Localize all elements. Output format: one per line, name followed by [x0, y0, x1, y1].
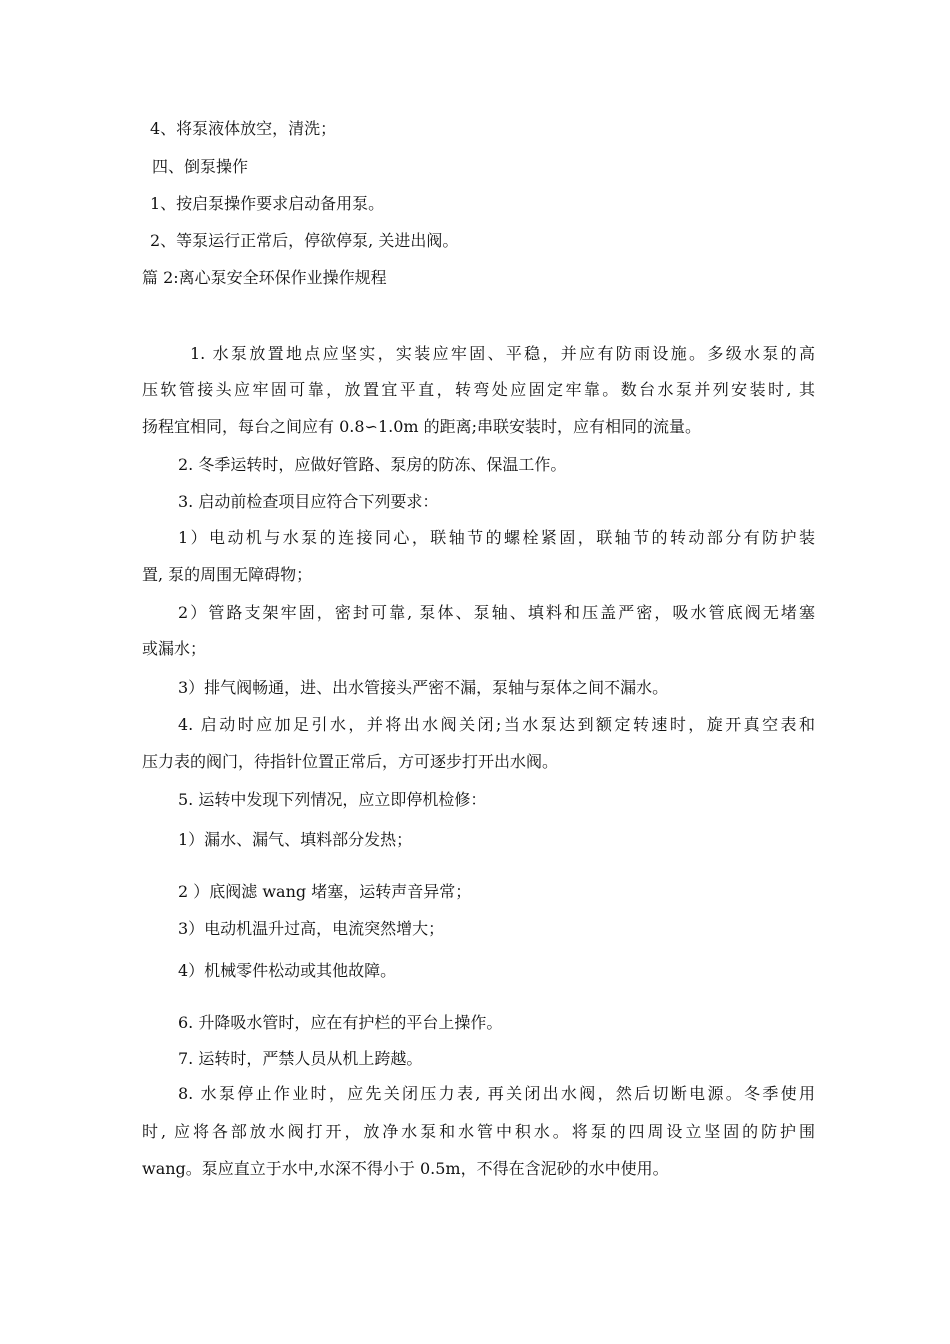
paragraph-3: 3. 启动前检查项目应符合下列要求： — [178, 492, 439, 511]
text-line-1: 4、将泵液体放空，清洗； — [150, 119, 337, 138]
section-heading-pump-switch: 四、倒泵操作 — [152, 157, 249, 176]
paragraph-4-line-1: 4. 启动时应加足引水，并将出水阀关闭;当水泵达到额定转速时，旋开真空表和 — [178, 715, 815, 734]
text-line-4: 2、等泵运行正常后，停欲停泵, 关进出阀。 — [150, 231, 459, 250]
paragraph-7: 7. 运转时，严禁人员从机上跨越。 — [178, 1049, 423, 1068]
item-3-2-line-2: 或漏水； — [142, 639, 207, 658]
chapter-title: 篇 2:离心泵安全环保作业操作规程 — [142, 268, 387, 287]
item-3-1-line-1: 1）电动机与水泵的连接同心，联轴节的螺栓紧固，联轴节的转动部分有防护装 — [178, 528, 815, 547]
item-3-2-line-1: 2）管路支架牢固，密封可靠, 泵体、泵轴、填料和压盖严密，吸水管底阀无堵塞 — [178, 603, 815, 622]
item-5-2: 2 ）底阀滤 wang 堵塞，运转声音异常； — [178, 882, 472, 901]
paragraph-1-line-3: 扬程宜相同，每台之间应有 0.8∽1.0m 的距离;串联安装时，应有相同的流量。 — [142, 417, 702, 436]
paragraph-6: 6. 升降吸水管时，应在有护栏的平台上操作。 — [178, 1013, 503, 1032]
paragraph-1-line-2: 压软管接头应牢固可靠，放置宜平直，转弯处应固定牢靠。数台水泵并列安装时, 其 — [142, 380, 815, 399]
paragraph-5: 5. 运转中发现下列情况，应立即停机检修： — [178, 790, 487, 809]
item-3-1-line-2: 置, 泵的周围无障碍物； — [142, 565, 313, 584]
item-5-4: 4）机械零件松动或其他故障。 — [178, 961, 397, 980]
text-line-3: 1、按启泵操作要求启动备用泵。 — [150, 194, 385, 213]
paragraph-1-line-1: 1. 水泵放置地点应坚实，实装应牢固、平稳，并应有防雨设施。多级水泵的高 — [190, 344, 815, 363]
paragraph-8-line-3: wang。泵应直立于水中,水深不得小于 0.5m，不得在含泥砂的水中使用。 — [142, 1159, 669, 1178]
paragraph-8-line-1: 8. 水泵停止作业时，应先关闭压力表, 再关闭出水阀，然后切断电源。冬季使用 — [178, 1084, 815, 1103]
paragraph-8-line-2: 时, 应将各部放水阀打开，放净水泵和水管中积水。将泵的四周设立坚固的防护围 — [142, 1122, 815, 1141]
item-5-1: 1）漏水、漏气、填料部分发热； — [178, 830, 413, 849]
item-5-3: 3）电动机温升过高，电流突然增大； — [178, 919, 445, 938]
item-3-3: 3）排气阀畅通，进、出水管接头严密不漏，泵轴与泵体之间不漏水。 — [178, 678, 669, 697]
paragraph-4-line-2: 压力表的阀门，待指针位置正常后，方可逐步打开出水阀。 — [142, 752, 559, 771]
paragraph-2: 2. 冬季运转时，应做好管路、泵房的防冻、保温工作。 — [178, 455, 567, 474]
